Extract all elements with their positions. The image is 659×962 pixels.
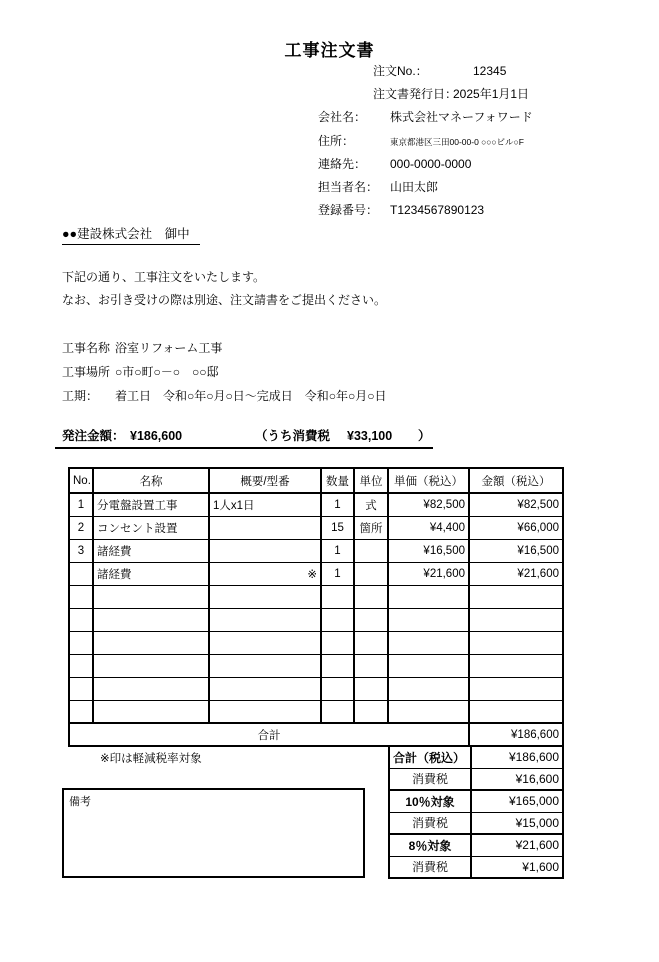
cell-qty: 15	[321, 516, 354, 539]
contact-row	[318, 155, 471, 172]
summary-tax-value: ¥16,600	[471, 768, 563, 790]
registration-row	[318, 201, 484, 218]
project-info	[62, 336, 387, 408]
contact-label: 連絡先：	[318, 157, 367, 171]
cell-unit-price	[388, 585, 469, 608]
company-row	[318, 108, 533, 125]
person-value: 山田太郎	[390, 180, 439, 194]
project-name-row	[62, 336, 387, 360]
cell-unit	[354, 631, 388, 654]
cell-no: 2	[69, 516, 93, 539]
cell-name: 諸経費	[93, 539, 209, 562]
cell-name	[93, 608, 209, 631]
table-row-empty	[69, 585, 563, 608]
table-row-empty	[69, 677, 563, 700]
cell-qty: 1	[321, 562, 354, 585]
cell-unit-price	[388, 608, 469, 631]
project-place-value: ○市○町○－○ ○○邸	[115, 365, 219, 379]
contact-value: 000-0000-0000	[390, 157, 472, 171]
cell-unit: 箇所	[354, 516, 388, 539]
cell-unit-price: ¥82,500	[388, 493, 469, 516]
cell-spec	[209, 539, 321, 562]
summary-row-tax	[389, 768, 563, 790]
project-name-label: 工事名称	[62, 341, 111, 355]
cell-amount	[469, 654, 563, 677]
cell-unit-price	[388, 631, 469, 654]
items-total-amount: ¥186,600	[469, 723, 563, 746]
cell-qty	[321, 631, 354, 654]
cell-name: 分電盤設置工事	[93, 493, 209, 516]
cell-name: 諸経費	[93, 562, 209, 585]
cell-no	[69, 585, 93, 608]
remarks-label: 備考	[69, 796, 91, 808]
project-period-label: 工期：	[62, 389, 99, 403]
summary-row-total	[389, 746, 563, 768]
registration-value: T1234567890123	[390, 203, 485, 217]
cell-amount: ¥82,500	[469, 493, 563, 516]
items-table	[68, 467, 564, 747]
project-place-row	[62, 360, 387, 384]
cell-unit	[354, 677, 388, 700]
table-row	[69, 539, 563, 562]
order-amount-tax-value: ¥33,100	[347, 429, 393, 443]
project-name-value: 浴室リフォーム工事	[115, 341, 223, 355]
cell-amount: ¥16,500	[469, 539, 563, 562]
cell-no: 1	[69, 493, 93, 516]
cell-name	[93, 631, 209, 654]
page-title: 工事注文書	[284, 41, 375, 60]
project-place-label: 工事場所	[62, 365, 111, 379]
cell-amount: ¥21,600	[469, 562, 563, 585]
cell-qty	[321, 654, 354, 677]
order-amount-line	[62, 426, 431, 444]
cell-amount	[469, 585, 563, 608]
company-label: 会社名：	[318, 110, 367, 124]
table-row	[69, 562, 563, 585]
cell-no	[69, 677, 93, 700]
order-amount-tax-prefix: （うち消費税	[255, 429, 331, 443]
cell-qty	[321, 608, 354, 631]
cell-spec	[209, 654, 321, 677]
header-spec: 概要/型番	[209, 468, 321, 493]
header-unit-price: 単価（税込）	[388, 468, 469, 493]
issue-date-value: 2025年1月1日	[453, 87, 530, 101]
greeting-line-1: 下記の通り、工事注文をいたします。	[62, 270, 266, 284]
order-amount-underline	[55, 447, 433, 449]
order-number-label: 注文No.：	[373, 64, 428, 78]
cell-spec: 1人x1日	[209, 493, 321, 516]
table-row-empty	[69, 608, 563, 631]
summary-10pct-label: 10％対象	[389, 790, 471, 812]
cell-no	[69, 562, 93, 585]
order-amount-value: ¥186,600	[130, 429, 183, 443]
summary-10pct-tax-value: ¥15,000	[471, 812, 563, 834]
cell-amount	[469, 631, 563, 654]
cell-unit-price	[388, 677, 469, 700]
cell-unit	[354, 700, 388, 723]
reduced-tax-note: ※印は軽減税率対象	[100, 753, 202, 765]
items-header-row	[69, 468, 563, 493]
cell-no	[69, 608, 93, 631]
cell-spec	[209, 516, 321, 539]
project-period-value: 着工日 令和○年○月○日～完成日 令和○年○月○日	[115, 389, 387, 403]
cell-name: コンセント設置	[93, 516, 209, 539]
cell-amount	[469, 677, 563, 700]
summary-8pct-label: 8％対象	[389, 834, 471, 856]
cell-spec	[209, 585, 321, 608]
issue-date-label: 注文書発行日：	[373, 87, 458, 101]
summary-10pct-value: ¥165,000	[471, 790, 563, 812]
header-unit: 単位	[354, 468, 388, 493]
cell-qty: 1	[321, 539, 354, 562]
cell-unit-price: ¥4,400	[388, 516, 469, 539]
cell-name	[93, 585, 209, 608]
table-row	[69, 516, 563, 539]
cell-spec	[209, 700, 321, 723]
cell-unit	[354, 562, 388, 585]
header-qty: 数量	[321, 468, 354, 493]
cell-unit-price: ¥16,500	[388, 539, 469, 562]
cell-spec	[209, 608, 321, 631]
summary-10pct-tax-label: 消費税	[389, 812, 471, 834]
summary-8pct-tax-label: 消費税	[389, 856, 471, 878]
recipient-name: ●●建設株式会社 御中	[62, 224, 200, 245]
header-name: 名称	[93, 468, 209, 493]
order-amount-tax-suffix: ）	[418, 429, 431, 443]
cell-amount	[469, 608, 563, 631]
cell-name	[93, 700, 209, 723]
cell-spec	[209, 677, 321, 700]
summary-row-10pct-tax	[389, 812, 563, 834]
cell-name	[93, 654, 209, 677]
cell-unit	[354, 654, 388, 677]
cell-name	[93, 677, 209, 700]
cell-qty	[321, 585, 354, 608]
order-number-value: 12345	[473, 64, 507, 78]
table-row-empty	[69, 700, 563, 723]
cell-unit-price	[388, 700, 469, 723]
cell-amount: ¥66,000	[469, 516, 563, 539]
issue-date-row	[373, 85, 529, 102]
cell-qty	[321, 677, 354, 700]
cell-qty: 1	[321, 493, 354, 516]
summary-tax-label: 消費税	[389, 768, 471, 790]
greeting-line-2: なお、お引き受けの際は別途、注文請書をご提出ください。	[62, 293, 387, 307]
items-total-label: 合計	[69, 723, 469, 746]
cell-spec	[209, 631, 321, 654]
greeting-text	[62, 266, 386, 312]
summary-8pct-value: ¥21,600	[471, 834, 563, 856]
table-row	[69, 493, 563, 516]
cell-no	[69, 700, 93, 723]
summary-row-8pct	[389, 834, 563, 856]
order-amount-label: 発注金額：	[62, 429, 125, 443]
address-value: 東京都港区三田00-00-0 ○○○ビル○F	[390, 137, 524, 147]
cell-amount	[469, 700, 563, 723]
summary-row-10pct	[389, 790, 563, 812]
summary-row-8pct-tax	[389, 856, 563, 878]
cell-no	[69, 654, 93, 677]
cell-unit	[354, 585, 388, 608]
summary-total-label: 合計（税込）	[389, 746, 471, 768]
remarks-box	[62, 788, 365, 878]
project-period-row	[62, 384, 387, 408]
cell-qty	[321, 700, 354, 723]
cell-unit: 式	[354, 493, 388, 516]
table-row-empty	[69, 631, 563, 654]
address-label: 住所：	[318, 134, 355, 148]
person-row	[318, 178, 438, 195]
summary-total-value: ¥186,600	[471, 746, 563, 768]
cell-spec-reduced-tax-mark: ※	[209, 562, 321, 585]
cell-unit-price: ¥21,600	[388, 562, 469, 585]
header-no: No.	[69, 468, 93, 493]
header-amount: 金額（税込）	[469, 468, 563, 493]
person-label: 担当者名：	[318, 180, 379, 194]
company-value: 株式会社マネーフォワード	[390, 110, 533, 124]
order-number-row	[373, 62, 506, 79]
cell-no: 3	[69, 539, 93, 562]
cell-no	[69, 631, 93, 654]
registration-label: 登録番号：	[318, 203, 379, 217]
cell-unit	[354, 539, 388, 562]
table-row-empty	[69, 654, 563, 677]
cell-unit	[354, 608, 388, 631]
address-row	[318, 132, 524, 149]
items-total-row	[69, 723, 563, 746]
tax-summary-table	[388, 745, 564, 879]
cell-unit-price	[388, 654, 469, 677]
summary-8pct-tax-value: ¥1,600	[471, 856, 563, 878]
